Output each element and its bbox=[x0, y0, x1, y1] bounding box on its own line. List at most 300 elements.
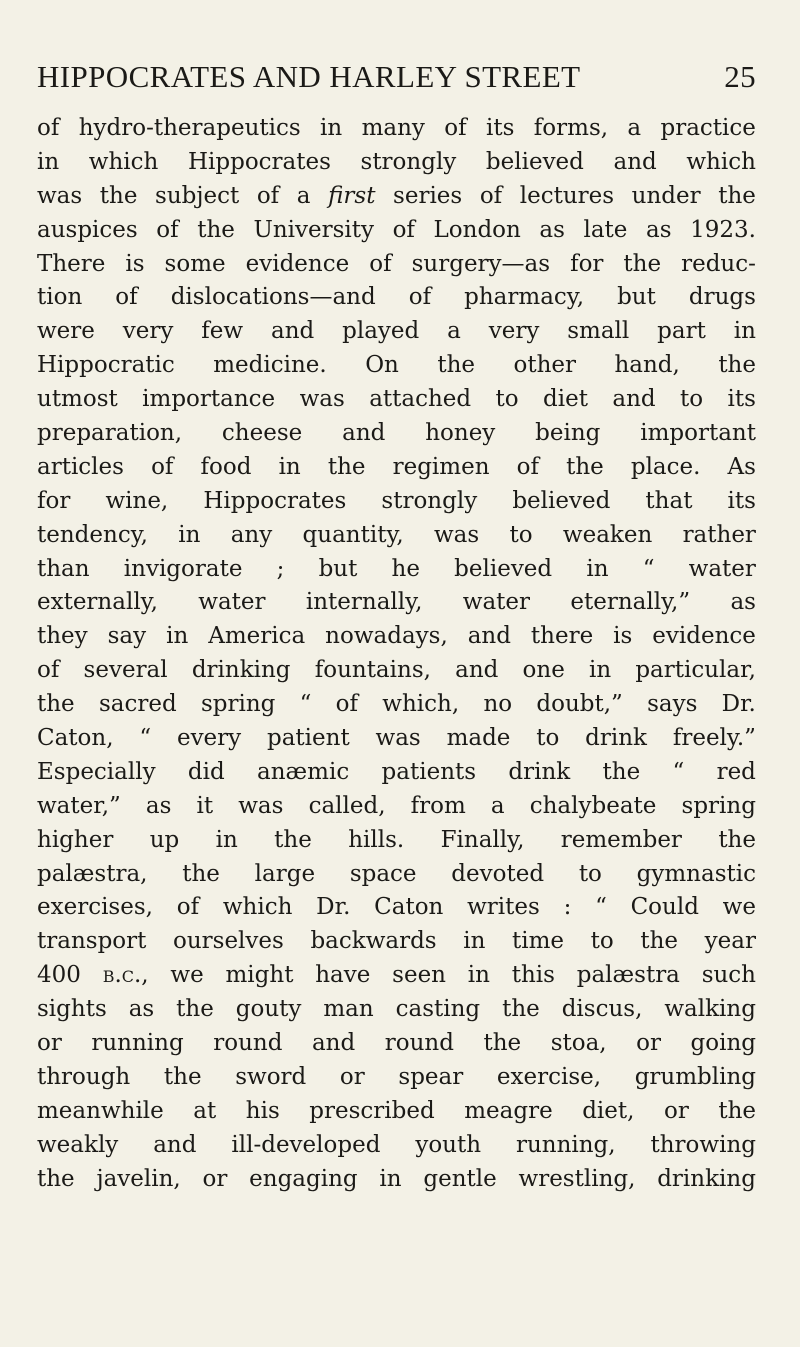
word: writes bbox=[467, 894, 540, 921]
text-line bbox=[37, 485, 756, 519]
word: Hippocrates bbox=[187, 148, 331, 175]
word: the bbox=[718, 352, 756, 379]
word: of bbox=[479, 182, 503, 209]
word: it bbox=[196, 792, 214, 819]
word: patients bbox=[381, 758, 477, 785]
text-line bbox=[37, 146, 756, 180]
word: man bbox=[323, 996, 374, 1023]
word: devoted bbox=[451, 860, 545, 887]
word: as bbox=[730, 589, 756, 616]
word: walking bbox=[664, 996, 756, 1023]
word: to bbox=[680, 386, 704, 413]
text-line bbox=[37, 180, 756, 214]
word: says bbox=[647, 691, 698, 718]
word: part bbox=[657, 318, 706, 345]
word: a bbox=[490, 792, 505, 819]
text-line bbox=[37, 112, 756, 146]
word: regimen bbox=[392, 453, 490, 480]
text-line bbox=[37, 553, 756, 587]
word: or bbox=[339, 1063, 365, 1090]
word: meagre bbox=[464, 1097, 553, 1124]
word: running bbox=[91, 1030, 184, 1057]
text-line bbox=[37, 315, 756, 349]
word: its bbox=[486, 115, 515, 141]
word: ourselves bbox=[172, 928, 284, 955]
word: Could bbox=[630, 894, 699, 921]
word: few bbox=[201, 318, 244, 345]
text-line bbox=[37, 959, 756, 993]
word: diet bbox=[543, 386, 588, 413]
word: such bbox=[701, 962, 756, 989]
word: the bbox=[37, 691, 75, 718]
word: As bbox=[727, 453, 756, 480]
word: palæstra, bbox=[37, 860, 148, 887]
word: of bbox=[256, 182, 280, 209]
word: subject bbox=[155, 182, 240, 209]
word: the bbox=[566, 453, 604, 480]
word: its bbox=[727, 487, 756, 514]
word: but bbox=[318, 555, 358, 582]
word: they bbox=[37, 623, 88, 650]
word: any bbox=[230, 521, 273, 548]
word: to bbox=[495, 386, 519, 413]
word: Caton, bbox=[37, 725, 114, 752]
word: some bbox=[164, 250, 226, 277]
word: in bbox=[379, 1165, 402, 1192]
running-header bbox=[37, 58, 756, 94]
word: freely.” bbox=[672, 725, 756, 752]
word: food bbox=[200, 453, 252, 480]
word: played bbox=[342, 318, 420, 345]
word: say bbox=[107, 623, 147, 650]
word: were bbox=[37, 318, 95, 345]
word: sacred bbox=[98, 691, 177, 718]
running-title: HIPPOCRATES AND HARLEY STREET bbox=[37, 58, 581, 94]
text-line bbox=[37, 824, 756, 858]
word: utmost bbox=[37, 386, 118, 413]
word: dislocations—and bbox=[170, 284, 376, 311]
word: but bbox=[617, 284, 656, 311]
word: honey bbox=[425, 420, 496, 447]
word: very bbox=[122, 318, 174, 345]
word: “ bbox=[595, 894, 607, 921]
word: sword bbox=[235, 1063, 307, 1090]
word: water bbox=[462, 589, 531, 616]
word: to bbox=[578, 860, 602, 887]
word: gentle bbox=[423, 1165, 497, 1192]
word: water bbox=[688, 555, 756, 582]
word: no bbox=[483, 691, 513, 718]
word: ill-developed bbox=[231, 1131, 381, 1158]
word: of bbox=[151, 453, 174, 480]
word: ; bbox=[276, 555, 285, 582]
text-line bbox=[37, 1129, 756, 1163]
word: for bbox=[570, 250, 604, 277]
word: the bbox=[274, 826, 312, 853]
word: round bbox=[213, 1030, 283, 1057]
word: is bbox=[125, 250, 145, 277]
word: as bbox=[128, 996, 155, 1023]
word: to bbox=[536, 725, 560, 752]
word: being bbox=[535, 420, 601, 447]
word: wrestling, bbox=[518, 1165, 636, 1192]
word: from bbox=[410, 792, 466, 819]
word: as bbox=[645, 216, 672, 243]
word: exercises, bbox=[37, 894, 153, 921]
word: the bbox=[182, 860, 220, 887]
word: engaging bbox=[249, 1165, 358, 1192]
word: in bbox=[733, 318, 756, 345]
word: or bbox=[202, 1165, 228, 1192]
word: of bbox=[444, 115, 467, 141]
word: and bbox=[613, 148, 657, 175]
word: important bbox=[640, 420, 756, 447]
word: weaken bbox=[562, 521, 653, 548]
word: preparation, bbox=[37, 420, 183, 447]
word: to bbox=[590, 928, 614, 955]
word: drugs bbox=[688, 284, 756, 311]
word: or bbox=[636, 1030, 661, 1057]
word: is bbox=[613, 623, 633, 650]
word: a bbox=[296, 182, 311, 209]
word: in bbox=[37, 148, 60, 175]
text-line bbox=[37, 417, 756, 451]
word: palæstra bbox=[576, 962, 680, 989]
word: was bbox=[299, 386, 345, 413]
word: : bbox=[563, 894, 572, 921]
word: weakly bbox=[37, 1131, 119, 1158]
text-line bbox=[37, 214, 756, 248]
word: cheese bbox=[221, 420, 303, 447]
word: late bbox=[583, 216, 628, 243]
word: the bbox=[718, 182, 756, 209]
word: strongly bbox=[360, 148, 457, 175]
word: of bbox=[335, 691, 359, 718]
word: remember bbox=[560, 826, 682, 853]
word: casting bbox=[395, 996, 481, 1023]
word: the bbox=[163, 1063, 202, 1090]
word: stoa, bbox=[550, 1030, 607, 1057]
word: believed bbox=[512, 487, 611, 514]
word: There bbox=[37, 250, 106, 277]
word: in bbox=[467, 962, 490, 989]
text-line bbox=[37, 1027, 756, 1061]
word: tion bbox=[37, 284, 83, 311]
word: water,” bbox=[37, 792, 121, 819]
word: hills. bbox=[348, 826, 405, 853]
word: other bbox=[513, 352, 576, 379]
word: Dr. bbox=[316, 894, 351, 921]
word: transport bbox=[37, 928, 147, 955]
word: his bbox=[245, 1097, 280, 1124]
text-line bbox=[37, 925, 756, 959]
word: throwing bbox=[650, 1131, 756, 1158]
word: of bbox=[369, 250, 392, 277]
text-line bbox=[37, 993, 756, 1027]
word: invigorate bbox=[123, 555, 243, 582]
text-line bbox=[37, 349, 756, 383]
word: he bbox=[391, 555, 420, 582]
word: a bbox=[447, 318, 461, 345]
word: “ bbox=[139, 725, 152, 752]
word: under bbox=[631, 182, 701, 209]
word: youth bbox=[415, 1131, 482, 1158]
word: of bbox=[156, 216, 179, 243]
word: to bbox=[509, 521, 533, 548]
word: was bbox=[375, 725, 421, 752]
word: and bbox=[467, 623, 511, 650]
word: “ bbox=[672, 758, 685, 785]
text-line bbox=[37, 620, 756, 654]
word: and bbox=[455, 657, 499, 684]
word: chalybeate bbox=[529, 792, 657, 819]
word: the bbox=[483, 1030, 522, 1057]
word: have bbox=[315, 962, 371, 989]
text-line bbox=[37, 1163, 756, 1197]
word: drinking bbox=[657, 1165, 756, 1192]
text-line bbox=[37, 383, 756, 417]
word: spring bbox=[681, 792, 756, 819]
word: red bbox=[716, 758, 756, 785]
word: seen bbox=[392, 962, 446, 989]
word: this bbox=[511, 962, 555, 989]
text-line bbox=[37, 1095, 756, 1129]
word: in bbox=[588, 657, 612, 684]
word: Especially bbox=[37, 758, 156, 785]
text-line bbox=[37, 891, 756, 925]
word: meanwhile bbox=[37, 1097, 164, 1124]
word: surgery—as bbox=[411, 250, 551, 277]
word: water bbox=[198, 589, 266, 616]
word: b.c., bbox=[102, 962, 149, 989]
word: we bbox=[170, 962, 204, 989]
word: attached bbox=[369, 386, 472, 413]
word: large bbox=[254, 860, 316, 887]
word: up bbox=[149, 826, 180, 853]
page-number: 25 bbox=[724, 58, 756, 94]
word: evidence bbox=[245, 250, 350, 277]
word: the bbox=[718, 826, 756, 853]
word: going bbox=[690, 1030, 756, 1057]
word: pharmacy, bbox=[464, 284, 585, 311]
word: drinking bbox=[191, 657, 291, 684]
word: first bbox=[328, 182, 376, 209]
word: diet, bbox=[582, 1097, 635, 1124]
word: On bbox=[365, 352, 399, 379]
word: prescribed bbox=[309, 1097, 435, 1124]
word: of bbox=[392, 216, 415, 243]
word: was bbox=[37, 182, 83, 209]
word: there bbox=[530, 623, 594, 650]
word: in bbox=[463, 928, 486, 955]
word: which bbox=[686, 148, 756, 175]
word: in bbox=[178, 521, 201, 548]
word: forms, bbox=[533, 115, 609, 141]
word: fountains, bbox=[314, 657, 431, 684]
word: doubt,” bbox=[536, 691, 623, 718]
word: the bbox=[623, 250, 662, 277]
word: or bbox=[37, 1030, 62, 1057]
text-line bbox=[37, 519, 756, 553]
word: and bbox=[612, 386, 656, 413]
word: and bbox=[270, 318, 315, 345]
text-line bbox=[37, 1061, 756, 1095]
word: was bbox=[434, 521, 480, 548]
body-text bbox=[37, 112, 756, 1197]
word: nowadays, bbox=[325, 623, 448, 650]
word: auspices bbox=[37, 216, 138, 243]
word: internally, bbox=[305, 589, 423, 616]
word: time bbox=[512, 928, 565, 955]
word: articles bbox=[37, 453, 124, 480]
word: evidence bbox=[652, 623, 756, 650]
word: in bbox=[278, 453, 301, 480]
word: America bbox=[208, 623, 306, 650]
word: drink bbox=[508, 758, 571, 785]
word: might bbox=[225, 962, 294, 989]
word: lectures bbox=[519, 182, 615, 209]
word: or bbox=[663, 1097, 689, 1124]
word: strongly bbox=[381, 487, 478, 514]
text-line bbox=[37, 586, 756, 620]
word: the bbox=[437, 352, 476, 379]
word: in bbox=[320, 115, 343, 141]
word: as bbox=[145, 792, 172, 819]
word: 1923. bbox=[690, 216, 756, 243]
word: of bbox=[176, 894, 200, 921]
word: javelin, bbox=[96, 1165, 181, 1192]
word: a bbox=[627, 115, 642, 141]
word: and bbox=[342, 420, 386, 447]
text-line bbox=[37, 688, 756, 722]
word: every bbox=[176, 725, 242, 752]
word: made bbox=[446, 725, 511, 752]
word: drink bbox=[585, 725, 647, 752]
text-line bbox=[37, 722, 756, 756]
word: of bbox=[408, 284, 432, 311]
word: spring bbox=[200, 691, 276, 718]
word: that bbox=[645, 487, 693, 514]
word: the bbox=[327, 453, 366, 480]
word: the bbox=[502, 996, 540, 1023]
word: round bbox=[384, 1030, 454, 1057]
text-line bbox=[37, 756, 756, 790]
word: patient bbox=[267, 725, 350, 752]
word: did bbox=[187, 758, 225, 785]
word: Hippocratic bbox=[37, 352, 175, 379]
word: anæmic bbox=[257, 758, 350, 785]
word: practice bbox=[660, 115, 756, 141]
word: one bbox=[522, 657, 565, 684]
word: was bbox=[238, 792, 284, 819]
word: 400 bbox=[37, 962, 81, 989]
word: Caton bbox=[374, 894, 444, 921]
word: “ bbox=[642, 555, 655, 582]
word: several bbox=[83, 657, 168, 684]
word: importance bbox=[142, 386, 276, 413]
word: the bbox=[37, 1165, 75, 1192]
word: exercise, bbox=[496, 1063, 602, 1090]
word: externally, bbox=[37, 589, 158, 616]
word: sights bbox=[37, 996, 107, 1023]
word: spear bbox=[398, 1063, 464, 1090]
word: the bbox=[197, 216, 235, 243]
word: in bbox=[215, 826, 238, 853]
word: which, bbox=[382, 691, 460, 718]
word: and bbox=[311, 1030, 356, 1057]
word: hand, bbox=[614, 352, 680, 379]
word: of bbox=[516, 453, 539, 480]
word: higher bbox=[37, 826, 114, 853]
word: the bbox=[718, 1097, 756, 1124]
word: quantity, bbox=[302, 521, 404, 548]
word: gymnastic bbox=[636, 860, 756, 887]
word: hydro-therapeutics bbox=[78, 115, 301, 141]
word: of bbox=[37, 115, 60, 141]
word: we bbox=[722, 894, 756, 921]
word: through bbox=[37, 1063, 131, 1090]
word: series bbox=[393, 182, 463, 209]
word: than bbox=[37, 555, 90, 582]
word: very bbox=[488, 318, 540, 345]
word: rather bbox=[682, 521, 756, 548]
word: “ bbox=[299, 691, 312, 718]
word: the bbox=[602, 758, 641, 785]
word: Finally, bbox=[440, 826, 525, 853]
word: of bbox=[37, 657, 60, 684]
word: tendency, bbox=[37, 521, 148, 548]
word: reduc- bbox=[681, 250, 756, 277]
word: running, bbox=[515, 1131, 616, 1158]
word: eternally,” bbox=[570, 589, 691, 616]
word: wine, bbox=[105, 487, 169, 514]
word: in bbox=[586, 555, 609, 582]
word: believed bbox=[485, 148, 584, 175]
word: the bbox=[99, 182, 138, 209]
word: many bbox=[361, 115, 425, 141]
word: which bbox=[222, 894, 293, 921]
text-line bbox=[37, 248, 756, 282]
word: particular, bbox=[635, 657, 756, 684]
word: which bbox=[88, 148, 159, 175]
text-line bbox=[37, 451, 756, 485]
word: believed bbox=[454, 555, 553, 582]
word: University bbox=[253, 216, 375, 243]
word: year bbox=[704, 928, 756, 955]
word: of bbox=[115, 284, 138, 311]
text-line bbox=[37, 790, 756, 824]
word: Hippocrates bbox=[203, 487, 347, 514]
word: London bbox=[433, 216, 521, 243]
word: called, bbox=[308, 792, 386, 819]
word: discus, bbox=[561, 996, 643, 1023]
word: at bbox=[193, 1097, 217, 1124]
word: grumbling bbox=[634, 1063, 756, 1090]
word: as bbox=[539, 216, 565, 243]
word: for bbox=[37, 487, 71, 514]
text-line bbox=[37, 858, 756, 892]
word: Dr. bbox=[721, 691, 756, 718]
word: in bbox=[166, 623, 189, 650]
word: and bbox=[153, 1131, 197, 1158]
text-line bbox=[37, 654, 756, 688]
word: the bbox=[176, 996, 214, 1023]
word: the bbox=[640, 928, 679, 955]
word: backwards bbox=[310, 928, 437, 955]
word: space bbox=[349, 860, 417, 887]
word: medicine. bbox=[213, 352, 327, 379]
word: its bbox=[727, 386, 756, 413]
